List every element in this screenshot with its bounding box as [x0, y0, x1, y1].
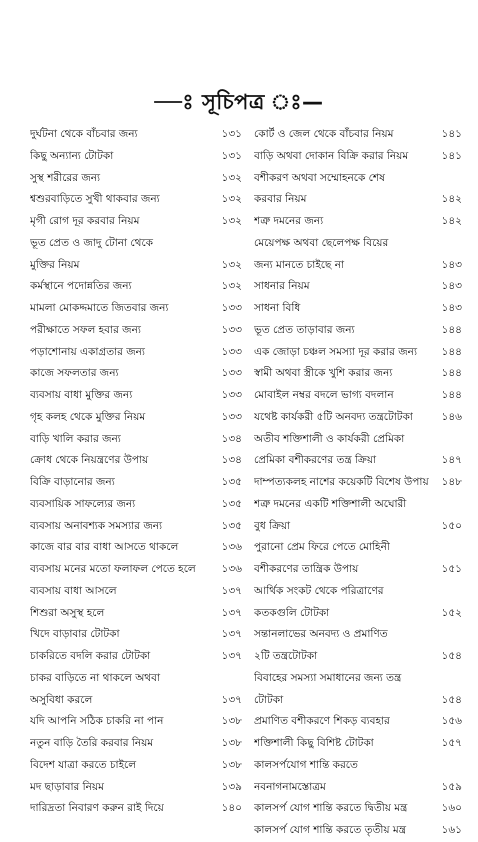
toc-entry-page: ১৩৪ [221, 432, 242, 445]
toc-entry-title: করবার নিয়ম [254, 193, 307, 206]
toc-entry [254, 146, 462, 168]
toc-entry [30, 450, 250, 472]
toc-right-column [254, 124, 462, 842]
toc-entry-page: ১৫৭ [441, 737, 462, 749]
toc-entry [30, 755, 250, 777]
toc-entry-page: ১৪২ [441, 215, 462, 227]
toc-entry [254, 537, 462, 559]
toc-entry-title: পরীক্ষাতে সফল হবার জন্য [30, 323, 141, 336]
toc-entry-title: বাড়ি অথবা দোকান বিক্রি করার নিয়ম [254, 149, 409, 162]
toc-entry-page: ১৪৬ [441, 410, 462, 423]
toc-entry [254, 342, 462, 364]
toc-entry-page: ১৩৯ [221, 780, 242, 793]
toc-entry-title: কালসর্পযোগ শান্তি করতে [254, 758, 358, 771]
toc-entry [30, 494, 250, 516]
toc-entry-title: ভূত প্রেত ও জাদু টোনা থেকে [30, 236, 154, 249]
toc-entry-title: কিছু অন্যান্য টোটকা [30, 149, 114, 162]
toc-entry [254, 798, 462, 820]
toc-entry-page: ১৪৩ [441, 258, 462, 271]
toc-entry-title: দুর্ঘটনা থেকে বাঁচবার জন্য [30, 128, 138, 140]
toc-entry-page: ১৩২ [221, 171, 242, 184]
toc-entry-page: ১৫১ [441, 563, 462, 575]
toc-entry [254, 211, 462, 233]
toc-entry-title: শত্রু দমনের জন্য [254, 215, 324, 227]
toc-entry-page: ১৪১ [441, 149, 462, 162]
toc-entry-title: ব্যবসায় বাধা মুক্তির জন্য [30, 389, 133, 401]
toc-entry-title: টোটকা [254, 693, 284, 706]
toc-entry [30, 668, 250, 690]
toc-entry-page: ১৩৩ [221, 389, 242, 401]
toc-entry-page: ১৩৫ [221, 519, 242, 532]
toc-entry-title: সন্তানলাভের অনবদ্য ও প্রমাণিত [254, 628, 388, 641]
toc-entry [254, 603, 462, 625]
toc-entry [30, 581, 250, 603]
toc-entry-title: মুক্তির নিয়ম [30, 258, 80, 271]
toc-entry [254, 320, 462, 342]
toc-entry [30, 385, 250, 407]
toc-entry-page: ১৫২ [441, 606, 462, 619]
toc-entry-title: প্রেমিকা বশীকরণের তন্ত্র ক্রিয়া [254, 454, 377, 467]
toc-entry-title: ব্যবসায়িক সাফল্যের জন্য [30, 497, 136, 510]
toc-entry [30, 516, 250, 538]
toc-entry [254, 450, 462, 472]
toc-entry-page: ১৪৪ [441, 323, 462, 336]
toc-entry [254, 233, 462, 255]
toc-entry-title: ব্যবসায় বাধা আসলে [30, 584, 117, 597]
toc-entry [30, 624, 250, 646]
toc-entry [30, 146, 250, 168]
toc-entry-page: ১৬১ [441, 824, 462, 836]
toc-entry-title: শ্বশুরবাড়িতে সুখী থাকবার জন্য [30, 193, 160, 206]
toc-entry [30, 276, 250, 298]
toc-entry-title: গৃহ কলহ থেকে মুক্তির নিয়ম [30, 410, 146, 423]
toc-entry-page: ১৩২ [221, 215, 242, 227]
toc-entry-page: ১৩৩ [221, 302, 242, 314]
toc-entry [254, 407, 462, 429]
toc-entry-title: সাধনার নিয়ম [254, 280, 310, 293]
toc-entry [30, 320, 250, 342]
toc-entry-page: ১৩১ [221, 128, 242, 140]
toc-entry [254, 690, 462, 712]
toc-entry [254, 559, 462, 581]
toc-entry [254, 668, 462, 690]
toc-entry-page: ১৪০ [221, 802, 242, 815]
toc-entry-page: ১৩৪ [221, 454, 242, 467]
toc-entry [254, 516, 462, 538]
toc-entry-page: ১৩৬ [221, 563, 242, 575]
toc-entry-title: স্বামী অথবা স্ত্রীকে খুশি করার জন্য [254, 367, 393, 380]
toc-entry-page: ১৩৭ [221, 693, 242, 706]
toc-entry [30, 298, 250, 320]
toc-entry-page: ১৪৪ [441, 389, 462, 401]
toc-entry [30, 255, 250, 277]
toc-entry-page: ১৩২ [221, 280, 242, 293]
toc-entry-title: নতুন বাড়ি তৈরি করবার নিয়ম [30, 737, 154, 749]
toc-entry-page: ১৪৩ [441, 302, 462, 314]
toc-entry [30, 559, 250, 581]
toc-entry-page: ১৩৩ [221, 323, 242, 336]
toc-entry [30, 168, 250, 190]
toc-entry [254, 385, 462, 407]
toc-entry [30, 603, 250, 625]
toc-entry-title: বুধ ক্রিয়া [254, 519, 291, 532]
toc-entry [30, 711, 250, 733]
toc-entry-page: ১৩৫ [221, 476, 242, 488]
toc-entry-title: বিক্রি বাড়ানোর জন্য [30, 476, 115, 488]
toc-entry-title: কোর্ট ও জেল থেকে বাঁচবার নিয়ম [254, 128, 394, 140]
toc-entry [30, 429, 250, 451]
toc-entry [254, 777, 462, 799]
toc-entry-page: ১৪৮ [441, 476, 462, 488]
toc-entry [254, 189, 462, 211]
toc-entry-title: জন্য মানতে চাইছে না [254, 258, 345, 271]
toc-entry-title: আর্থিক সংকট থেকে পরিত্রাণের [254, 584, 384, 597]
toc-entry-title: বাড়ি খালি করার জন্য [30, 432, 121, 445]
toc-entry-title: সাধনা বিধি [254, 302, 301, 314]
toc-entry-page: ১৩৩ [221, 410, 242, 423]
toc-entry-page: ১৫৪ [441, 693, 462, 706]
toc-entry [254, 711, 462, 733]
toc-entry-title: খিদে বাড়াবার টোটকা [30, 628, 120, 641]
toc-entry-title: কাজে সফলতার জন্য [30, 367, 119, 380]
toc-entry-title: শত্রু দমনের একটি শক্তিশালী অঘোরী [254, 497, 407, 510]
toc-entry-title: যথেষ্ট কার্যকরী ৫টি অনবদ্য তন্ত্রটোটকা [254, 410, 413, 423]
toc-entry [30, 363, 250, 385]
toc-entry-title: মামলা মোকদ্দমাতে জিতবার জন্য [30, 302, 169, 314]
toc-entry-page: ১৫৪ [441, 650, 462, 662]
toc-entry [30, 733, 250, 755]
toc-entry-title: বশীকরণ অথবা সম্মোহনকে শেষ [254, 171, 385, 184]
toc-entry-title: কালসর্প যোগ শান্তি করতে তৃতীয় মন্ত্র [254, 824, 406, 836]
toc-entry [30, 777, 250, 799]
toc-entry-page: ১৫০ [441, 519, 462, 532]
toc-entry-title: কাজে বার বার বাধা আসতে থাকলে [30, 541, 179, 554]
toc-entry [254, 820, 462, 842]
toc-entry-page: ১৫৬ [441, 715, 462, 728]
toc-entry [254, 624, 462, 646]
toc-entry-page: ১৪৪ [441, 367, 462, 380]
toc-entry-title: ভূত প্রেত তাড়াবার জন্য [254, 323, 355, 336]
toc-entry-title: বশীকরণের তান্ত্রিক উপায় [254, 563, 359, 575]
toc-entry-title: ২টি তন্ত্রটোটকা [254, 650, 318, 662]
toc-entry-page: ১৩৭ [221, 628, 242, 641]
toc-entry-title: মদ ছাড়াবার নিয়ম [30, 780, 104, 793]
toc-entry-title: ক্রোধ থেকে নিয়ন্ত্রণের উপায় [30, 454, 149, 467]
toc-entry-title: বিদেশ যাত্রা করতে চাইলে [30, 758, 137, 771]
toc-entry-title: পড়াশোনায় একাগ্রতার জন্য [30, 345, 145, 358]
toc-entry [254, 429, 462, 451]
toc-entry-title: দাম্পত্যকলহ নাশের কয়েকটি বিশেষ উপায় [254, 476, 429, 488]
toc-entry-page: ১৩১ [221, 149, 242, 162]
toc-entry [30, 342, 250, 364]
toc-entry [254, 494, 462, 516]
toc-entry-title: শক্তিশালী কিছু বিশিষ্ট টোটকা [254, 737, 374, 749]
toc-entry-title: পুরানো প্রেম ফিরে পেতে মোহিনী [254, 541, 390, 554]
toc-entry [254, 168, 462, 190]
toc-entry-page: ১৪৪ [441, 345, 462, 358]
toc-entry-title: সুস্থ শরীরের জন্য [30, 171, 101, 184]
toc-entry-page: ১৩৭ [221, 584, 242, 597]
toc-entry [254, 733, 462, 755]
toc-entry-page: ১৪১ [441, 128, 462, 140]
toc-entry-title: মৃগী রোগ দূর করবার নিয়ম [30, 215, 140, 227]
toc-entry-title: ব্যবসায় অনাবশ্যক সমস্যার জন্য [30, 519, 163, 532]
toc-entry-page: ১৩৭ [221, 650, 242, 662]
toc-entry-page: ১৩৩ [221, 367, 242, 380]
toc-entry-title: শিশুরা অসুস্থ হলে [30, 606, 105, 619]
toc-entry-page: ১৪৩ [441, 280, 462, 293]
toc-entry-title: অসুবিধা করলে [30, 693, 93, 706]
toc-entry [30, 690, 250, 712]
toc-entry-title: মোবাইল নম্বর বদলে ভাগ্য বদলান [254, 389, 394, 401]
page-title: —ঃ সূচিপত্র ঃ— [154, 90, 324, 114]
toc-entry-title: ব্যবসায় মনের মতো ফলাফল পেতে হলে [30, 563, 196, 575]
toc-entry [30, 646, 250, 668]
toc-entry-page: ১৩৭ [221, 606, 242, 619]
toc-entry-page: ১৩৬ [221, 541, 242, 554]
toc-entry [30, 472, 250, 494]
toc-entry-title: দারিদ্রতা নিবারণ করুন রাই দিয়ে [30, 802, 164, 815]
toc-entry-title: অতীব শক্তিশালী ও কার্যকরী প্রেমিকা [254, 432, 405, 445]
toc-entry-title: বিবাহের সমস্যা সমাধানের জন্য তন্ত্র [254, 671, 402, 684]
toc-entry-page: ১৩৮ [221, 737, 242, 749]
toc-left-column [30, 124, 250, 820]
toc-entry [254, 646, 462, 668]
toc-entry-title: কর্মস্থানে পদোন্নতির জন্য [30, 280, 132, 293]
toc-entry-page: ১৩৮ [221, 715, 242, 728]
toc-entry-title: নবনাগনামস্তোত্রম [254, 780, 326, 793]
toc-entry-title: এক জোড়া চঞ্চল সমস্যা দূর করার জন্য [254, 345, 417, 358]
toc-entry [254, 363, 462, 385]
toc-entry-page: ১৪৭ [441, 454, 462, 467]
toc-entry [30, 189, 250, 211]
toc-entry [254, 755, 462, 777]
toc-entry [30, 124, 250, 146]
toc-entry [254, 472, 462, 494]
toc-entry [30, 211, 250, 233]
toc-entry-page: ১৩২ [221, 193, 242, 206]
toc-entry-title: চাকর বাড়িতে না থাকলে অথবা [30, 671, 160, 684]
toc-entry-page: ১৫৯ [441, 780, 462, 793]
toc-entry-title: যদি আপনি সঠিক চাকরি না পান [30, 715, 164, 728]
toc-entry [30, 798, 250, 820]
toc-entry-page: ১৩৫ [221, 497, 242, 510]
toc-entry-title: প্রমাণিত বশীকরণে শিকড় ব্যবহার [254, 715, 390, 728]
toc-entry [254, 255, 462, 277]
toc-entry [254, 581, 462, 603]
toc-entry-page: ১৩২ [221, 258, 242, 271]
toc-entry-page: ১৪২ [441, 193, 462, 206]
toc-entry-page: ১৬০ [441, 802, 462, 815]
toc-entry-title: কালসর্প যোগ শান্তি করতে দ্বিতীয় মন্ত্র [254, 802, 408, 815]
toc-entry [254, 298, 462, 320]
toc-entry-title: চাকরিতে বদলি করার টোটকা [30, 650, 151, 662]
toc-entry [254, 124, 462, 146]
toc-entry [30, 233, 250, 255]
toc-entry [30, 537, 250, 559]
toc-entry-page: ১৩৮ [221, 758, 242, 771]
toc-entry [254, 276, 462, 298]
toc-entry-page: ১৩৩ [221, 345, 242, 358]
toc-entry-title: কতকগুলি টোটকা [254, 606, 330, 619]
toc-entry-title: মেয়েপক্ষ অথবা ছেলেপক্ষ বিয়ের [254, 236, 389, 249]
toc-entry [30, 407, 250, 429]
